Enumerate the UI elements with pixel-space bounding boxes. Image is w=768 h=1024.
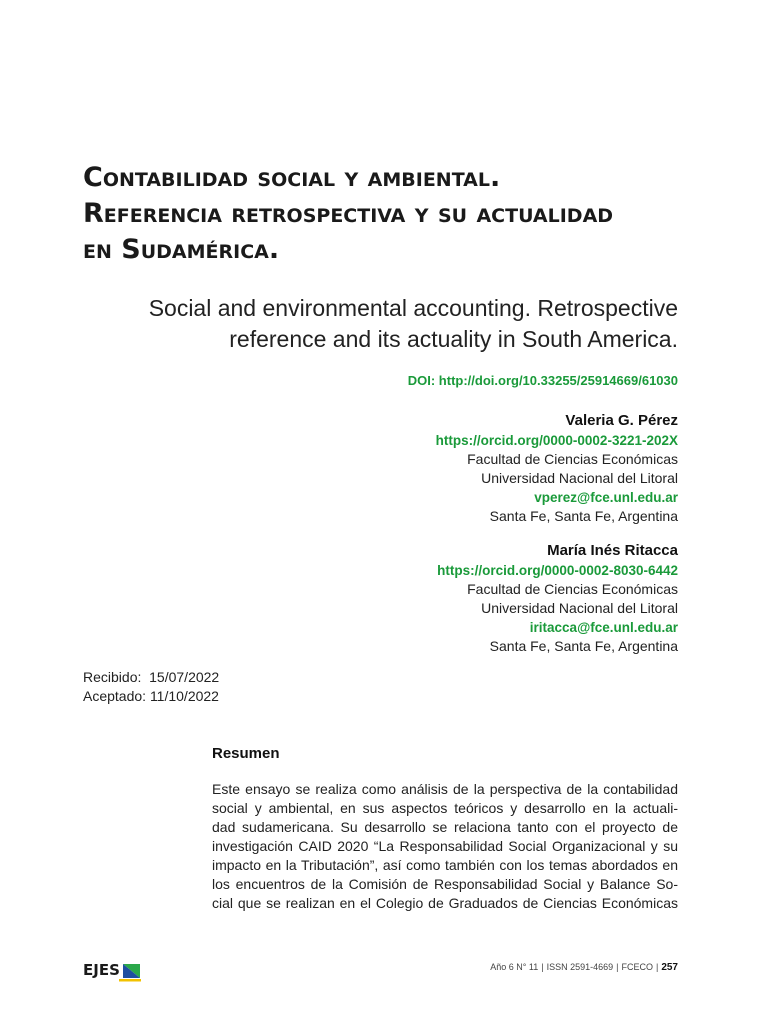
orcid-link[interactable]: https://orcid.org/0000-0002-3221-202X [435, 433, 678, 448]
author-location: Santa Fe, Santa Fe, Argentina [489, 508, 678, 524]
author-faculty: Facultad de Ciencias Económicas [467, 451, 678, 467]
journal-logo [83, 960, 143, 982]
title-line-1: Contabilidad social y ambiental. [83, 162, 501, 193]
footer-issn: ISSN 2591-4669 [546, 962, 614, 972]
footer-separator: | [616, 962, 619, 972]
received-date: Recibido: 15/07/2022 [83, 669, 220, 685]
abstract-body [212, 780, 678, 913]
journal-logo-text: EJES [83, 961, 120, 979]
doi-link[interactable]: DOI: http://doi.org/10.33255/25914669/61030 [407, 373, 678, 388]
footer-issue-info [490, 962, 678, 973]
abstract-line: cial que se realizan en el Colegio de Graduados de Ciencias Económicas [212, 895, 678, 911]
email-link[interactable]: vperez@fce.unl.edu.ar [534, 490, 678, 505]
footer-issue: Año 6 N° 11 [490, 962, 539, 972]
logo-yellow-bar [119, 979, 141, 982]
author-university: Universidad Nacional del Litoral [481, 600, 678, 616]
abstract-heading: Resumen [212, 745, 280, 762]
footer-separator: | [541, 962, 544, 972]
author-name: María Inés Ritacca [547, 542, 678, 559]
title-line-2: Referencia retrospectiva y su actualidad [83, 198, 614, 229]
abstract-line: investigación CAID 2020 “La Responsabilidad Social Organizacional y su [212, 838, 678, 854]
footer-separator: | [655, 962, 659, 972]
author-block-2 [258, 541, 678, 656]
abstract-line: social y ambiental, en sus aspectos teóricos y desarrollo en la actuali- [212, 800, 678, 816]
abstract-line: los encuentros de la Comisión de Responsabilidad Social y Balance So- [212, 876, 678, 892]
author-name: Valeria G. Pérez [565, 412, 678, 429]
accepted-date: Aceptado: 11/10/2022 [83, 688, 219, 704]
abstract-line: impacto en la Tributación”, así como también con los temas abordados en [212, 857, 678, 873]
subtitle-line-1: Social and environmental accounting. Retrospective [148, 295, 678, 321]
subtitle-line-2: reference and its actuality in South America. [229, 326, 678, 352]
author-university: Universidad Nacional del Litoral [481, 470, 678, 486]
author-block-1 [258, 411, 678, 526]
article-subtitle-english [78, 293, 678, 355]
orcid-link[interactable]: https://orcid.org/0000-0002-8030-6442 [437, 563, 678, 578]
article-title [83, 160, 703, 268]
author-location: Santa Fe, Santa Fe, Argentina [489, 638, 678, 654]
email-link[interactable]: iritacca@fce.unl.edu.ar [529, 620, 678, 635]
author-faculty: Facultad de Ciencias Económicas [467, 581, 678, 597]
abstract-line: Este ensayo se realiza como análisis de la perspectiva de la contabilidad [212, 781, 678, 797]
title-line-3: en Sudamérica. [83, 234, 280, 265]
abstract-line: dad sudamericana. Su desarrollo se relaciona tanto con el proyecto de [212, 819, 678, 835]
footer-publisher: FCECO [621, 962, 653, 972]
submission-dates [83, 668, 219, 706]
page-number: 257 [661, 962, 678, 973]
